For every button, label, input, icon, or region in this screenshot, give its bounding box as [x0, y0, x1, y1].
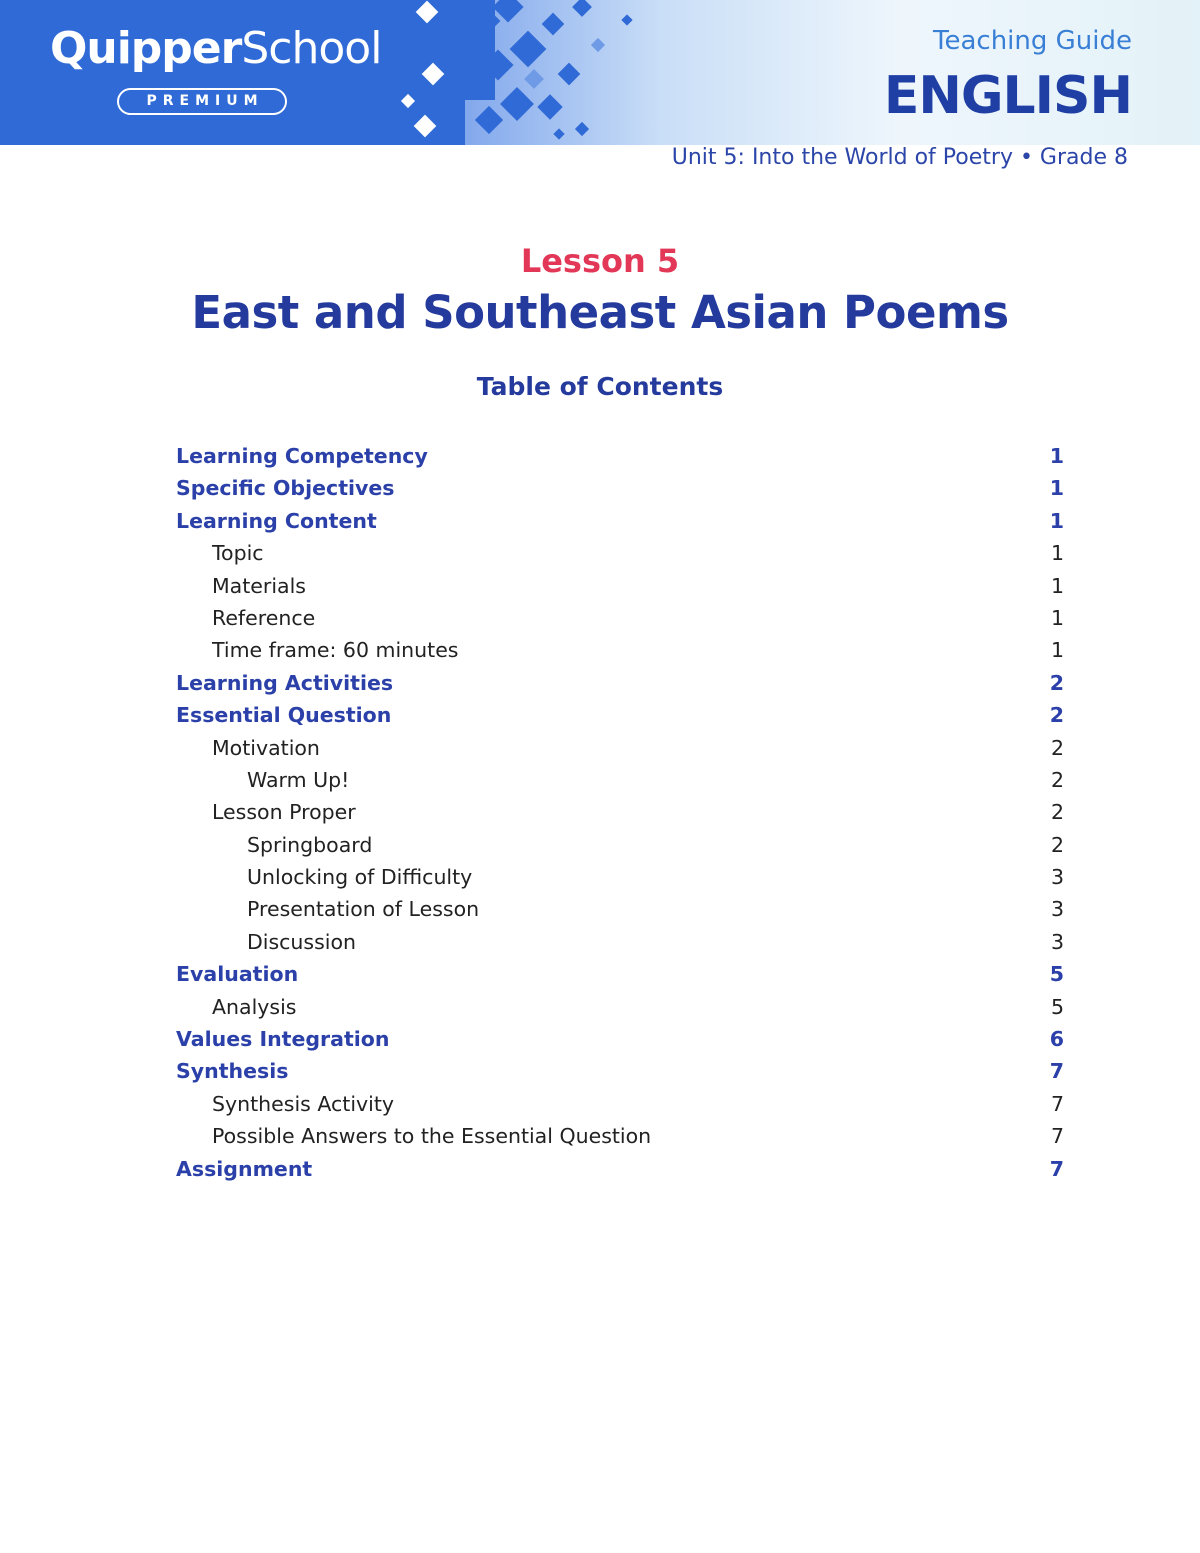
- toc-entry-label: Analysis: [212, 994, 297, 1019]
- toc-entry-page-number: 1: [1050, 573, 1064, 598]
- toc-entry[interactable]: [176, 732, 1064, 764]
- toc-entry-label: Learning Content: [176, 508, 377, 533]
- toc-entry-label: Assignment: [176, 1156, 313, 1181]
- toc-entry-page-number: 5: [1050, 994, 1064, 1019]
- toc-entry-label: Values Integration: [176, 1027, 390, 1052]
- toc-entry-page-number: 1: [1049, 508, 1064, 533]
- toc-entry-label: Essential Question: [176, 703, 392, 728]
- toc-entry-page-number: 2: [1049, 703, 1064, 728]
- toc-entry[interactable]: [176, 1088, 1064, 1120]
- guide-label: Teaching Guide: [933, 26, 1132, 56]
- toc-entry-page-number: 7: [1049, 1156, 1064, 1181]
- toc-entry-page-number: 5: [1049, 962, 1064, 987]
- toc-entry-page-number: 2: [1050, 767, 1064, 792]
- toc-entry[interactable]: [176, 1120, 1064, 1152]
- toc-heading: Table of Contents: [476, 372, 724, 401]
- toc-entry-label: Lesson Proper: [212, 800, 356, 825]
- toc-entry-page-number: 7: [1050, 1124, 1064, 1149]
- toc-entry[interactable]: [176, 1023, 1064, 1055]
- toc-entry-page-number: 3: [1050, 897, 1064, 922]
- toc-entry-label: Motivation: [212, 735, 320, 760]
- toc-entry[interactable]: [176, 634, 1064, 666]
- unit-grade-line: Unit 5: Into the World of Poetry • Grade 8: [671, 145, 1128, 170]
- toc-entry-label: Unlocking of Difficulty: [247, 865, 473, 890]
- toc-entry-page-number: 2: [1049, 670, 1064, 695]
- lesson-title: East and Southeast Asian Poems: [191, 286, 1009, 339]
- toc-entry[interactable]: [176, 472, 1064, 504]
- toc-entry[interactable]: [176, 1153, 1064, 1185]
- toc-entry[interactable]: [176, 861, 1064, 893]
- toc-entry-page-number: 1: [1050, 605, 1064, 630]
- toc-entry[interactable]: [176, 537, 1064, 569]
- toc-entry-label: Learning Activities: [176, 670, 394, 695]
- toc-entry-page-number: 1: [1050, 541, 1064, 566]
- toc-entry-page-number: 6: [1049, 1027, 1064, 1052]
- decorative-mosaic-icon: [395, 0, 655, 145]
- toc-entry[interactable]: [176, 667, 1064, 699]
- quipper-school-logo: [50, 22, 381, 76]
- toc-entry-page-number: 1: [1049, 444, 1064, 468]
- toc-entry[interactable]: [176, 699, 1064, 731]
- toc-entry-label: Synthesis: [176, 1059, 289, 1084]
- toc-entry[interactable]: [176, 602, 1064, 634]
- toc-entry[interactable]: [176, 796, 1064, 828]
- premium-badge: PREMIUM: [117, 88, 287, 115]
- logo-bold-text: Quipper: [50, 23, 242, 74]
- logo-regular-text: School: [241, 23, 382, 74]
- subject-title: ENGLISH: [883, 66, 1132, 126]
- toc-entry[interactable]: [176, 829, 1064, 861]
- toc-entry-page-number: 3: [1050, 929, 1064, 954]
- toc-entry-label: Learning Competency: [176, 444, 428, 468]
- toc-entry-label: Warm Up!: [247, 767, 350, 792]
- toc-entry[interactable]: [176, 926, 1064, 958]
- lesson-number: Lesson 5: [520, 242, 680, 280]
- toc-entry-page-number: 3: [1050, 865, 1064, 890]
- toc-entry-page-number: 7: [1050, 1091, 1064, 1116]
- toc-entry-label: Time frame: 60 minutes: [212, 638, 459, 663]
- toc-entry-page-number: 2: [1050, 832, 1064, 857]
- toc-entry-label: Evaluation: [176, 962, 299, 987]
- toc-entry-page-number: 1: [1049, 476, 1064, 501]
- toc-entry[interactable]: [176, 505, 1064, 537]
- toc-entry[interactable]: [176, 893, 1064, 925]
- toc-entry[interactable]: [176, 958, 1064, 990]
- toc-entry-label: Topic: [212, 541, 264, 566]
- toc-entry[interactable]: [176, 991, 1064, 1023]
- toc-entry-label: Reference: [212, 605, 316, 630]
- toc-entry-label: Presentation of Lesson: [247, 897, 480, 922]
- toc-entry-label: Possible Answers to the Essential Question: [212, 1124, 652, 1149]
- toc-entry-label: Specific Objectives: [176, 476, 395, 501]
- toc-entry[interactable]: [176, 1055, 1064, 1087]
- toc-entry-label: Springboard: [247, 832, 373, 857]
- toc-entry-label: Synthesis Activity: [212, 1091, 395, 1116]
- toc-entry-label: Discussion: [247, 929, 357, 954]
- toc-entry[interactable]: [176, 440, 1064, 472]
- toc-entry[interactable]: [176, 570, 1064, 602]
- toc-entry-page-number: 2: [1050, 800, 1064, 825]
- toc-entry-page-number: 1: [1050, 638, 1064, 663]
- toc-entry-page-number: 7: [1049, 1059, 1064, 1084]
- toc-entry[interactable]: [176, 764, 1064, 796]
- toc-entry-label: Materials: [212, 573, 306, 598]
- table-of-contents: [176, 440, 1064, 1185]
- toc-entry-page-number: 2: [1050, 735, 1064, 760]
